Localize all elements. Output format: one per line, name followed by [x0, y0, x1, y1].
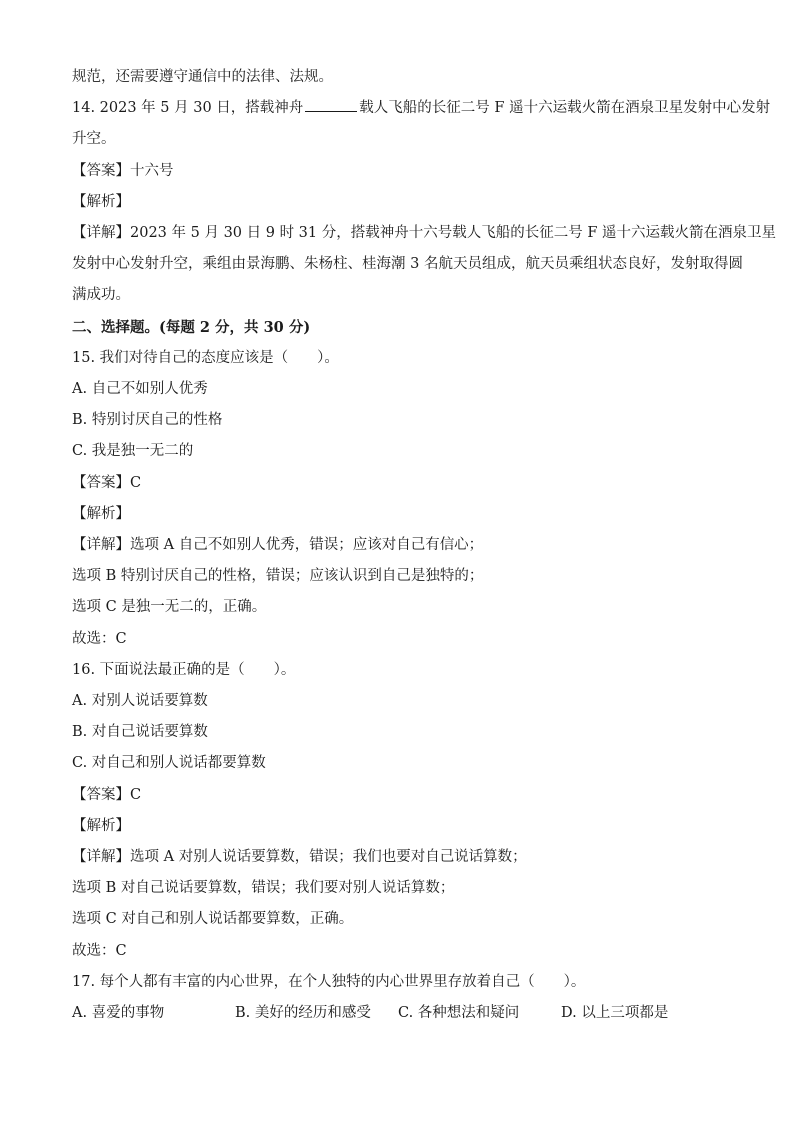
question-14-answer: 【答案】十六号	[72, 162, 174, 179]
question-17-stem: 17. 每个人都有丰富的内心世界，在个人独特的内心世界里存放着自己（ ）。	[72, 973, 586, 990]
question-15-option-b: B. 特别讨厌自己的性格	[72, 412, 223, 429]
section-heading: 二、选择题。(每题 2 分，共 30 分)	[72, 318, 311, 336]
question-16-detail-1: 【详解】选项 A 对别人说话要算数，错误；我们也要对自己说话算数；	[72, 849, 527, 866]
question-14-detail-3: 满成功。	[72, 287, 130, 304]
question-17-option-b: B. 美好的经历和感受	[235, 1005, 371, 1022]
question-17-option-c: C. 各种想法和疑问	[398, 1005, 520, 1022]
question-15-detail-3: 选项 C 是独一无二的，正确。	[72, 599, 267, 616]
question-17-option-d: D. 以上三项都是	[561, 1005, 669, 1022]
question-16-choose: 故选：C	[72, 942, 127, 959]
fill-in-blank	[305, 97, 357, 113]
question-16-stem: 16. 下面说法最正确的是（ ）。	[72, 661, 296, 678]
question-16-option-c: C. 对自己和别人说话都要算数	[72, 755, 266, 772]
question-14-stem-start: 14. 2023 年 5 月 30 日，搭载神舟	[72, 100, 304, 117]
question-16-detail-2: 选项 B 对自己说话要算数，错误；我们要对别人说话算数；	[72, 880, 455, 897]
question-14-detail-1: 【详解】2023 年 5 月 30 日 9 时 31 分，搭载神舟十六号载人飞船的长征二号 F 遥十六运载火箭在酒泉卫星	[72, 225, 777, 242]
text-line: 规范，还需要遵守通信中的法律、法规。	[72, 69, 333, 85]
question-16-option-b: B. 对自己说话要算数	[72, 724, 208, 741]
question-15-choose: 故选：C	[72, 630, 127, 647]
question-14-stem-cont: 升空。	[72, 131, 116, 148]
question-16-analysis: 【解析】	[72, 817, 130, 834]
question-15-option-a: A. 自己不如别人优秀	[72, 381, 208, 398]
question-14-stem	[72, 93, 771, 124]
question-15-detail-2: 选项 B 特别讨厌自己的性格，错误；应该认识到自己是独特的；	[72, 568, 484, 585]
question-15-analysis: 【解析】	[72, 505, 130, 522]
question-16-detail-3: 选项 C 对自己和别人说话都要算数，正确。	[72, 911, 354, 928]
question-16-option-a: A. 对别人说话要算数	[72, 693, 208, 710]
question-15-answer: 【答案】C	[72, 474, 142, 491]
question-17-option-a: A. 喜爱的事物	[72, 1005, 165, 1022]
question-15-detail-1: 【详解】选项 A 自己不如别人优秀，错误；应该对自己有信心；	[72, 537, 484, 554]
question-14-stem-end: 载人飞船的长征二号 F 遥十六运载火箭在酒泉卫星发射中心发射	[359, 100, 771, 117]
question-14-analysis: 【解析】	[72, 193, 130, 210]
question-14-detail-2: 发射中心发射升空，乘组由景海鹏、朱杨柱、桂海潮 3 名航天员组成，航天员乘组状态良好，发射取得圆	[72, 256, 743, 273]
document-page	[72, 62, 777, 1029]
question-15-stem: 15. 我们对待自己的态度应该是（ ）。	[72, 349, 339, 366]
question-15-option-c: C. 我是独一无二的	[72, 443, 194, 460]
question-17-options	[72, 998, 728, 1029]
question-16-answer: 【答案】C	[72, 786, 142, 803]
